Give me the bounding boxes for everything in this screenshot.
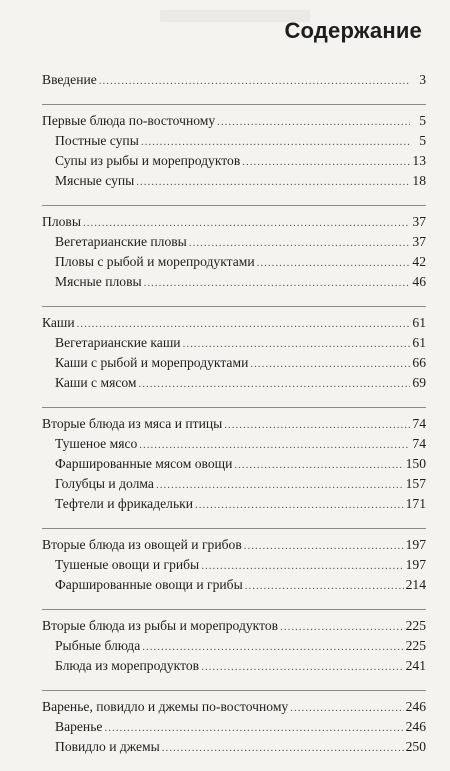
toc-entry[interactable] <box>42 414 426 434</box>
toc-subentry[interactable] <box>42 636 426 656</box>
dot-leader <box>195 495 404 515</box>
toc-entry-label: Пловы <box>42 214 81 229</box>
dot-leader <box>141 132 410 152</box>
toc-page-number: 5 <box>419 113 426 128</box>
dot-leader <box>201 556 403 576</box>
toc-subentry[interactable] <box>42 434 426 454</box>
toc-page-number: 197 <box>405 537 426 552</box>
toc-section <box>42 104 426 191</box>
toc-entry-label: Фаршированные овощи и грибы <box>55 577 243 592</box>
toc-page-number: 250 <box>405 739 426 754</box>
toc-page-number: 37 <box>412 214 426 229</box>
toc-subentry[interactable] <box>42 737 426 757</box>
toc-entry-label: Вегетарианские пловы <box>55 234 187 249</box>
toc-page-number: 5 <box>419 133 426 148</box>
toc-entry-label: Пловы с рыбой и морепродуктами <box>55 254 255 269</box>
toc-page-number: 69 <box>412 375 426 390</box>
toc-page-number: 241 <box>405 658 426 673</box>
toc-page-number: 46 <box>412 274 426 289</box>
toc-entry[interactable] <box>42 697 426 717</box>
toc-page-number: 225 <box>405 638 426 653</box>
toc-entry-label: Тушеное мясо <box>55 436 138 451</box>
toc-entry-label: Мясные пловы <box>55 274 142 289</box>
toc-entry-label: Варенье <box>55 719 103 734</box>
toc-subentry[interactable] <box>42 171 426 191</box>
section-divider <box>42 609 426 610</box>
toc-subentry[interactable] <box>42 717 426 737</box>
dot-leader <box>142 637 403 657</box>
toc-page-number: 150 <box>405 456 426 471</box>
dot-leader <box>104 718 403 738</box>
toc-section <box>42 306 426 393</box>
toc-entry-label: Вегетарианские каши <box>55 335 181 350</box>
dot-leader <box>201 657 404 677</box>
dot-leader <box>99 71 410 91</box>
toc-entry-label: Каши с рыбой и морепродуктами <box>55 355 249 370</box>
toc-page-number: 246 <box>405 699 426 714</box>
toc-subentry[interactable] <box>42 373 426 393</box>
dot-leader <box>156 475 404 495</box>
toc-page-number: 13 <box>412 153 426 168</box>
dot-leader <box>139 374 410 394</box>
toc-page-number: 225 <box>405 618 426 633</box>
toc-entry-label: Вторые блюда из овощей и грибов <box>42 537 242 552</box>
toc-entry-label: Мясные супы <box>55 173 135 188</box>
page-title: Содержание <box>284 18 422 43</box>
toc-page-number: 3 <box>419 72 426 87</box>
toc-subentry[interactable] <box>42 555 426 575</box>
toc-subentry[interactable] <box>42 131 426 151</box>
toc-section <box>42 690 426 757</box>
toc-entry-label: Каши с мясом <box>55 375 137 390</box>
toc-entry-label: Супы из рыбы и морепродуктов <box>55 153 241 168</box>
dot-leader <box>139 435 410 455</box>
toc-page-number: 246 <box>405 719 426 734</box>
toc-section <box>42 407 426 514</box>
toc-subentry[interactable] <box>42 454 426 474</box>
toc-page-number: 74 <box>412 436 426 451</box>
section-divider <box>42 690 426 691</box>
toc-page-number: 197 <box>405 557 426 572</box>
dot-leader <box>245 576 404 596</box>
dot-leader <box>217 112 410 132</box>
toc-entry-label: Вторые блюда из рыбы и морепродуктов <box>42 618 279 633</box>
dot-leader <box>280 617 404 637</box>
dot-leader <box>144 273 410 293</box>
toc-entry-label: Рыбные блюда <box>55 638 141 653</box>
toc-entry-label: Вторые блюда из мяса и птицы <box>42 416 223 431</box>
toc-subentry[interactable] <box>42 474 426 494</box>
toc-page-number: 214 <box>405 577 426 592</box>
toc-page-number: 66 <box>412 355 426 370</box>
toc-subentry[interactable] <box>42 232 426 252</box>
toc-subentry[interactable] <box>42 151 426 171</box>
toc-page-number: 61 <box>412 335 426 350</box>
dot-leader <box>234 455 403 475</box>
toc-entry[interactable] <box>42 535 426 555</box>
toc-page-number: 61 <box>412 315 426 330</box>
toc-subentry[interactable] <box>42 494 426 514</box>
dot-leader <box>136 172 410 192</box>
toc-entry[interactable] <box>42 111 426 131</box>
toc-entry[interactable] <box>42 313 426 333</box>
toc-entry-label: Голубцы и долма <box>55 476 154 491</box>
toc-subentry[interactable] <box>42 272 426 292</box>
toc-page-number: 171 <box>405 496 426 511</box>
dot-leader <box>244 536 404 556</box>
section-divider <box>42 528 426 529</box>
section-divider <box>42 104 426 105</box>
table-of-contents <box>42 70 426 771</box>
toc-subentry[interactable] <box>42 575 426 595</box>
toc-entry-label: Постные супы <box>55 133 139 148</box>
section-divider <box>42 306 426 307</box>
toc-page-number: 157 <box>405 476 426 491</box>
dot-leader <box>290 698 403 718</box>
toc-page-number: 18 <box>412 173 426 188</box>
toc-entry-label: Варенье, повидло и джемы по-восточному <box>42 699 289 714</box>
toc-subentry[interactable] <box>42 252 426 272</box>
toc-page-number: 42 <box>412 254 426 269</box>
toc-entry-label: Тушеные овощи и грибы <box>55 557 200 572</box>
section-divider <box>42 205 426 206</box>
section-divider <box>42 407 426 408</box>
toc-page-number: 37 <box>412 234 426 249</box>
toc-subentry[interactable] <box>42 656 426 676</box>
toc-entry-label: Первые блюда по-восточному <box>42 113 216 128</box>
dot-leader <box>189 233 410 253</box>
toc-entry[interactable] <box>42 70 426 90</box>
toc-entry[interactable] <box>42 616 426 636</box>
toc-section <box>42 70 426 90</box>
toc-entry-label: Повидло и джемы <box>55 739 160 754</box>
toc-page-number: 74 <box>412 416 426 431</box>
dot-leader <box>257 253 410 273</box>
dot-leader <box>83 213 410 233</box>
toc-entry-label: Введение <box>42 72 97 87</box>
toc-entry-label: Блюда из морепродуктов <box>55 658 200 673</box>
dot-leader <box>250 354 410 374</box>
toc-subentry[interactable] <box>42 353 426 373</box>
dot-leader <box>183 334 410 354</box>
dot-leader <box>77 314 410 334</box>
toc-entry-label: Тефтели и фрикадельки <box>55 496 194 511</box>
toc-section <box>42 528 426 595</box>
toc-section <box>42 205 426 292</box>
toc-entry-label: Каши <box>42 315 75 330</box>
dot-leader <box>162 738 404 758</box>
dot-leader <box>242 152 410 172</box>
toc-subentry[interactable] <box>42 333 426 353</box>
toc-entry[interactable] <box>42 212 426 232</box>
toc-entry-label: Фаршированные мясом овощи <box>55 456 233 471</box>
toc-section <box>42 609 426 676</box>
dot-leader <box>224 415 410 435</box>
